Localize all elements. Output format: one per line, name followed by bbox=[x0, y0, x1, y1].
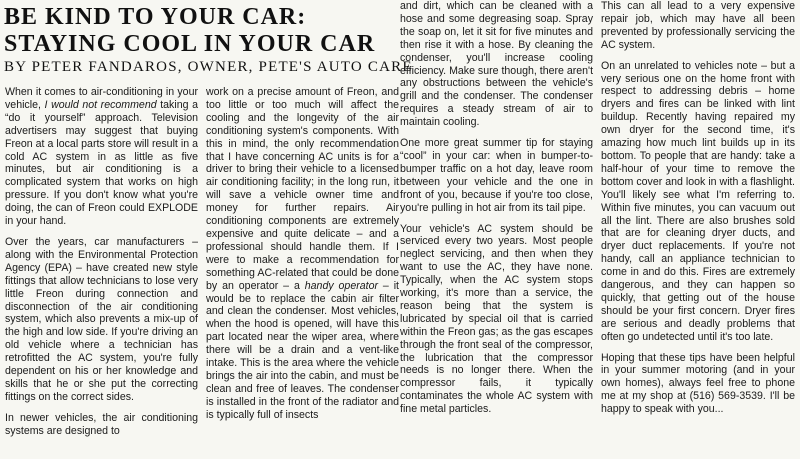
paragraph: When it comes to air-conditioning in your vehicle, I would not recommend taking a “do it yourself” approach. Television advertisers may suggest that buying Freon at a local parts store will result in a cold AC system in as little as five minutes, but air conditioning is a complicated system that works on high pressure. If you don't know what you're doing, the can of Freon could EXPLODE in your hand. bbox=[5, 86, 198, 228]
paragraph: work on a precise amount of Freon, and too little or too much will affect the cooling and the longevity of the air conditioning system's components. With this in mind, the only recommendation that I have concerning AC units is for a driver to bring their vehicle to a licensed air conditioning facility; in the long run, it will save a vehicle owner time and money for further repairs. Air conditioning components are extremely expensive and quite delicate – and a professional should handle them. If I were to make a recommendation for something AC-related that could be done by an operator – a handy operator – it would be to replace the cabin air filter and clean the condenser. Most vehicles, when the hood is opened, will have this part located near the wiper area, where there will be a drain and a vent-like intake. This is the area where the vehicle brings the air into the cabin, and must be clean and free of leaves. The condenser is installed in the front of the radiator and is typically full of insects bbox=[206, 86, 399, 421]
emphasis: I would not recommend bbox=[44, 98, 157, 111]
column-1 bbox=[5, 86, 198, 456]
column-3 bbox=[400, 0, 593, 456]
paragraph: Over the years, car manufacturers – along with the Environmental Protection Agency (EPA) – have created new style fittings that allow technicians to lose very little Freon during connection and disconnection of the air conditioning system, which also prevents a mix-up of the high and low side. If you're driving an old vehicle where a technician has retrofitted the AC system, you're fully dependent on his or her knowledge and skills that he or she put the correcting fittings on the correct sides. bbox=[5, 235, 198, 403]
paragraph: One more great summer tip for staying “cool” in your car: when in bumper-to-bumper traffic on a hot day, leave room between your vehicle and the one in front of you, because if you're too close, you're pulling in hot air from its tail pipe. bbox=[400, 137, 593, 214]
byline: BY PETER FANDAROS, OWNER, PETE'S AUTO CARE bbox=[4, 59, 413, 75]
paragraph: Your vehicle's AC system should be serviced every two years. Most people neglect servicing, and then when they want to use the AC, they have none. Typically, when the AC system stops working, it's more than a service, the reason being that the system is lubricated by special oil that is carried within the Freon gas; as the gas escapes through the front seal of the compressor, the lubrication that the compressor needs is no longer there. When the compressor fails, it typically contaminates the whole AC system with fine metal particles. bbox=[400, 222, 593, 416]
paragraph: On an unrelated to vehicles note – but a very serious one on the home front with respect to addressing debris – home dryers and fires can be linked with lint buildup. Recently having repaired my own dryer for the second time, it's amazing how much lint builds up in its bottom. To people that are handy: take a half-hour of your time to remove the bottom cover and look in with a flashlight. You'll likely see what I'm referring to. Within five minutes, you can vacuum out all the lint. There are also brushes sold that are for cleaning dryer ducts, and dryer duct replacements. If you're not handy, call an appliance technician to come in and do this. Fires are extremely dangerous, and they can happen so quickly, that getting out of the house should be your first concern. Dryer fires are serious and deadly problems that often go undetected until it's too late. bbox=[601, 59, 795, 343]
paragraph: and dirt, which can be cleaned with a hose and some degreasing soap. Spray the soap on, let it sit for five minutes and then rise it with a hose. By cleaning the condenser, you'll increase cooling efficiency. Make sure though, there aren't any obstructions between the vehicle's grill and the condenser. The condenser requires a steady stream of air to maintain cooling. bbox=[400, 0, 593, 129]
headline-line-2: STAYING COOL IN YOUR CAR bbox=[4, 31, 376, 57]
paragraph: In newer vehicles, the air conditioning systems are designed to bbox=[5, 411, 198, 437]
column-4 bbox=[601, 0, 795, 456]
paragraph: Hoping that these tips have been helpful in your summer motoring (and in your own homes), always feel free to phone me at my shop at (516) 569-3539. I'll be happy to speak with you... bbox=[601, 351, 795, 416]
emphasis: handy operator bbox=[304, 279, 378, 292]
column-2 bbox=[206, 86, 399, 456]
headline-line-1: BE KIND TO YOUR CAR: bbox=[4, 4, 307, 30]
paragraph: This can all lead to a very expensive repair job, which may have all been prevented by professionally servicing the AC system. bbox=[601, 0, 795, 51]
